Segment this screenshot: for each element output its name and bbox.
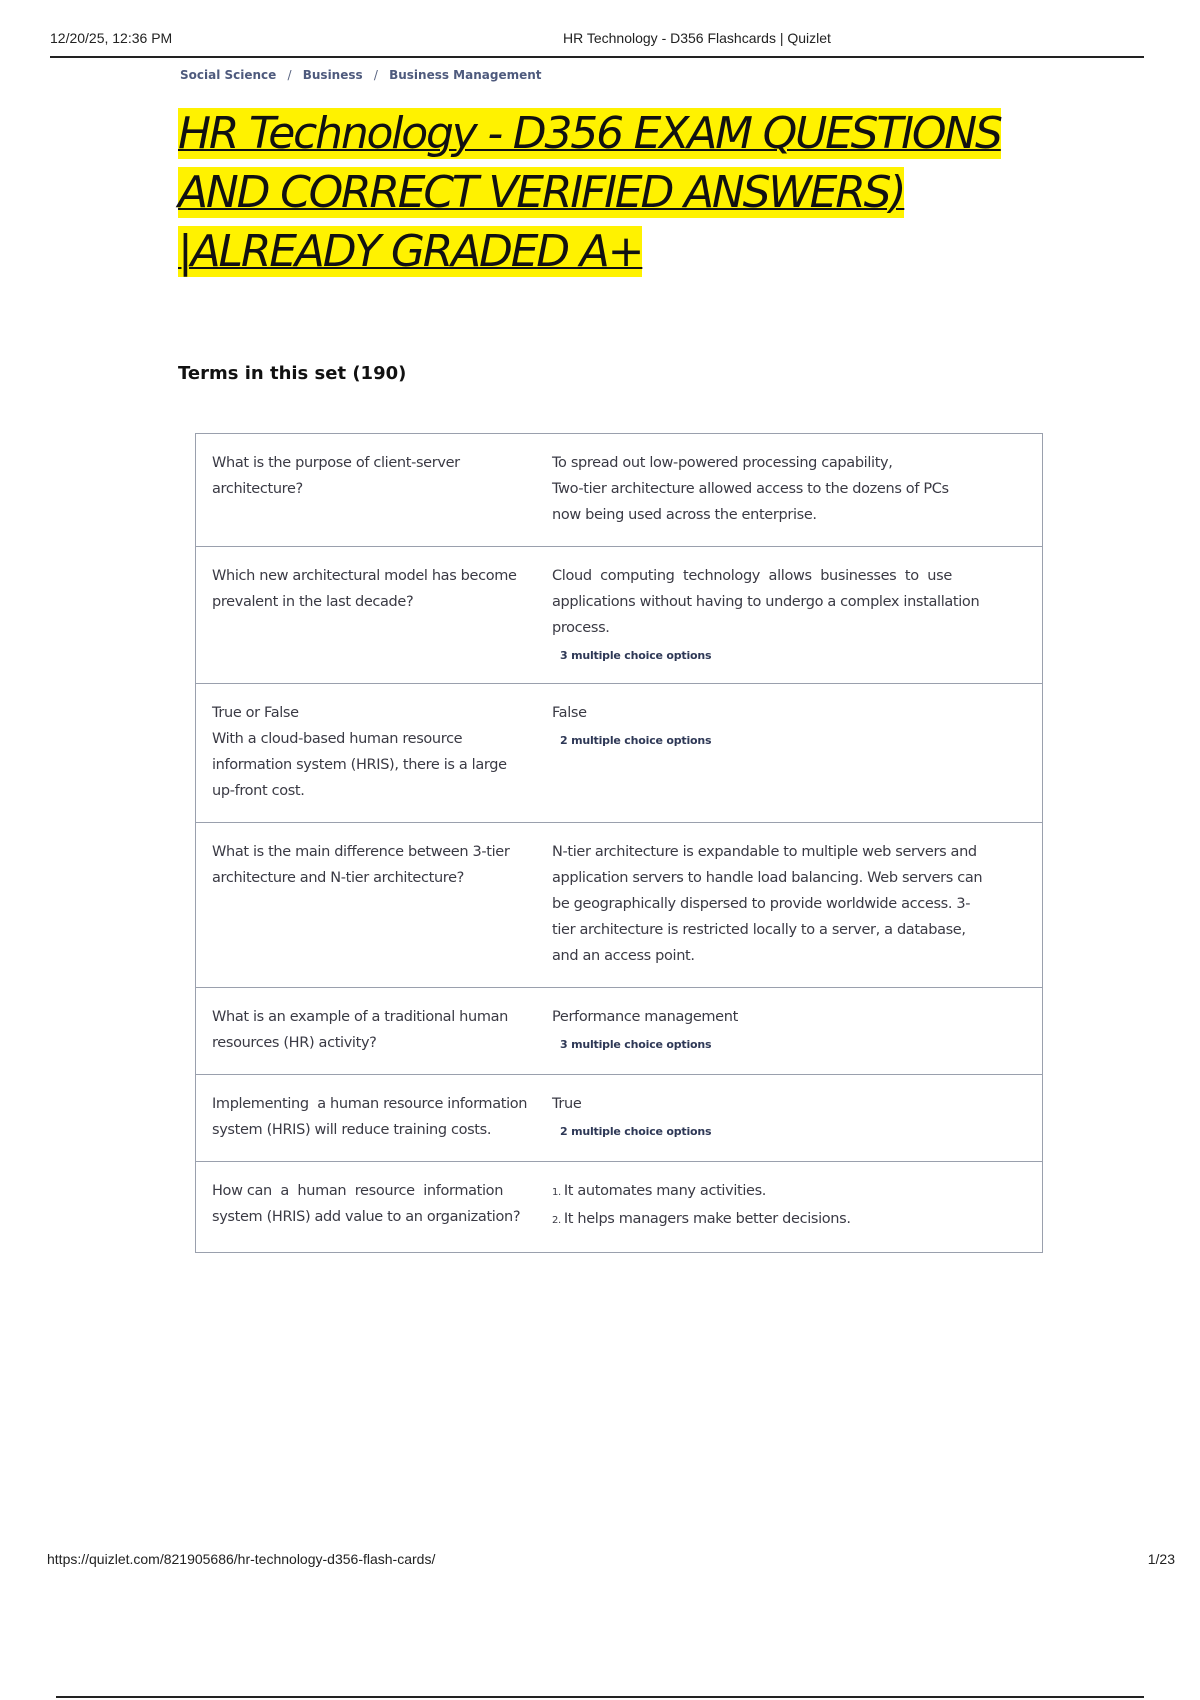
flashcard-row[interactable] <box>196 987 1042 1074</box>
term-line: resources (HR) activity? <box>212 1035 377 1051</box>
definition-line: tier architecture is restricted locally to a server, a database, <box>552 922 966 938</box>
flashcard-term <box>196 988 536 1074</box>
bottom-rule <box>56 1696 1144 1698</box>
multiple-choice-options-link[interactable]: 2 multiple choice options <box>560 734 712 747</box>
term-line: system (HRIS) add value to an organization? <box>212 1209 521 1225</box>
flashcard-term <box>196 1162 536 1252</box>
list-number: 2. <box>552 1215 561 1226</box>
definition-line: To spread out low-powered processing capability, <box>552 455 893 471</box>
list-text: It automates many activities. <box>563 1183 767 1199</box>
term-line: What is the main difference between 3-tier <box>212 844 510 860</box>
flashcard-row[interactable] <box>196 822 1042 987</box>
flashcard-definition <box>536 1162 1042 1252</box>
multiple-choice-options-link[interactable]: 3 multiple choice options <box>560 649 712 662</box>
definition-line: applications without having to undergo a complex installation <box>552 594 980 610</box>
term-line: How can a human resource information <box>212 1183 504 1199</box>
flashcard-definition <box>536 547 1042 683</box>
flashcard-definition <box>536 434 1042 546</box>
print-footer-url: https://quizlet.com/821905686/hr-technology-d356-flash-cards/ <box>47 1551 436 1567</box>
term-line: prevalent in the last decade? <box>212 594 414 610</box>
flashcard-term <box>196 823 536 987</box>
multiple-choice-options-link[interactable]: 2 multiple choice options <box>560 1125 712 1138</box>
flashcard-definition <box>536 684 1042 822</box>
definition-line: True <box>552 1096 582 1112</box>
page-title-line-1: HR Technology - D356 EXAM QUESTIONS <box>178 108 1001 159</box>
list-text: It helps managers make better decisions. <box>563 1211 851 1227</box>
term-line: architecture? <box>212 481 303 497</box>
print-datetime: 12/20/25, 12:36 PM <box>50 30 173 46</box>
terms-heading: Terms in this set (190) <box>178 363 407 384</box>
term-line: Implementing a human resource information <box>212 1096 528 1112</box>
flashcard-term <box>196 684 536 822</box>
breadcrumb <box>180 68 542 82</box>
flashcard-row[interactable] <box>196 683 1042 822</box>
term-line: What is an example of a traditional human <box>212 1009 508 1025</box>
definition-line: and an access point. <box>552 948 695 964</box>
definition-list-item <box>552 1178 1022 1206</box>
multiple-choice-options-link[interactable]: 3 multiple choice options <box>560 1038 712 1051</box>
breadcrumb-item-social-science[interactable]: Social Science <box>180 68 277 82</box>
flashcard-term <box>196 1075 536 1161</box>
flashcard-term <box>196 547 536 683</box>
flashcard-definition <box>536 1075 1042 1161</box>
breadcrumb-item-business[interactable]: Business <box>302 68 363 82</box>
term-line: architecture and N-tier architecture? <box>212 870 465 886</box>
page-title <box>178 104 1078 281</box>
list-number: 1. <box>552 1187 561 1198</box>
breadcrumb-separator: / <box>373 68 378 82</box>
page-title-line-2: AND CORRECT VERIFIED ANSWERS) <box>178 167 905 218</box>
flashcard-row[interactable] <box>196 434 1042 546</box>
term-line: With a cloud-based human resource <box>212 731 463 747</box>
definition-line: be geographically dispersed to provide worldwide access. 3- <box>552 896 971 912</box>
print-header <box>50 30 1144 58</box>
flashcard-row[interactable] <box>196 1161 1042 1252</box>
term-line: What is the purpose of client-server <box>212 455 460 471</box>
flashcard-table <box>195 433 1043 1253</box>
definition-list-item <box>552 1206 1022 1234</box>
term-line: True or False <box>212 705 299 721</box>
definition-line: Cloud computing technology allows businesses to use <box>552 568 952 584</box>
definition-line: Two-tier architecture allowed access to the dozens of PCs <box>552 481 949 497</box>
term-line: information system (HRIS), there is a large <box>212 757 507 773</box>
definition-line: False <box>552 705 587 721</box>
flashcard-definition <box>536 823 1042 987</box>
definition-line: N-tier architecture is expandable to multiple web servers and <box>552 844 977 860</box>
page-title-line-3: |ALREADY GRADED A+ <box>178 226 643 277</box>
definition-line: application servers to handle load balancing. Web servers can <box>552 870 983 886</box>
definition-line: Performance management <box>552 1009 738 1025</box>
term-line: up-front cost. <box>212 783 305 799</box>
print-page-title: HR Technology - D356 Flashcards | Quizlet <box>563 30 831 46</box>
breadcrumb-separator: / <box>287 68 292 82</box>
definition-line: now being used across the enterprise. <box>552 507 817 523</box>
flashcard-definition <box>536 988 1042 1074</box>
term-line: Which new architectural model has become <box>212 568 517 584</box>
print-page-number: 1/23 <box>1147 1551 1175 1567</box>
flashcard-term <box>196 434 536 546</box>
flashcard-row[interactable] <box>196 546 1042 683</box>
breadcrumb-item-business-management[interactable]: Business Management <box>389 68 542 82</box>
flashcard-row[interactable] <box>196 1074 1042 1161</box>
definition-line: process. <box>552 620 610 636</box>
term-line: system (HRIS) will reduce training costs. <box>212 1122 492 1138</box>
